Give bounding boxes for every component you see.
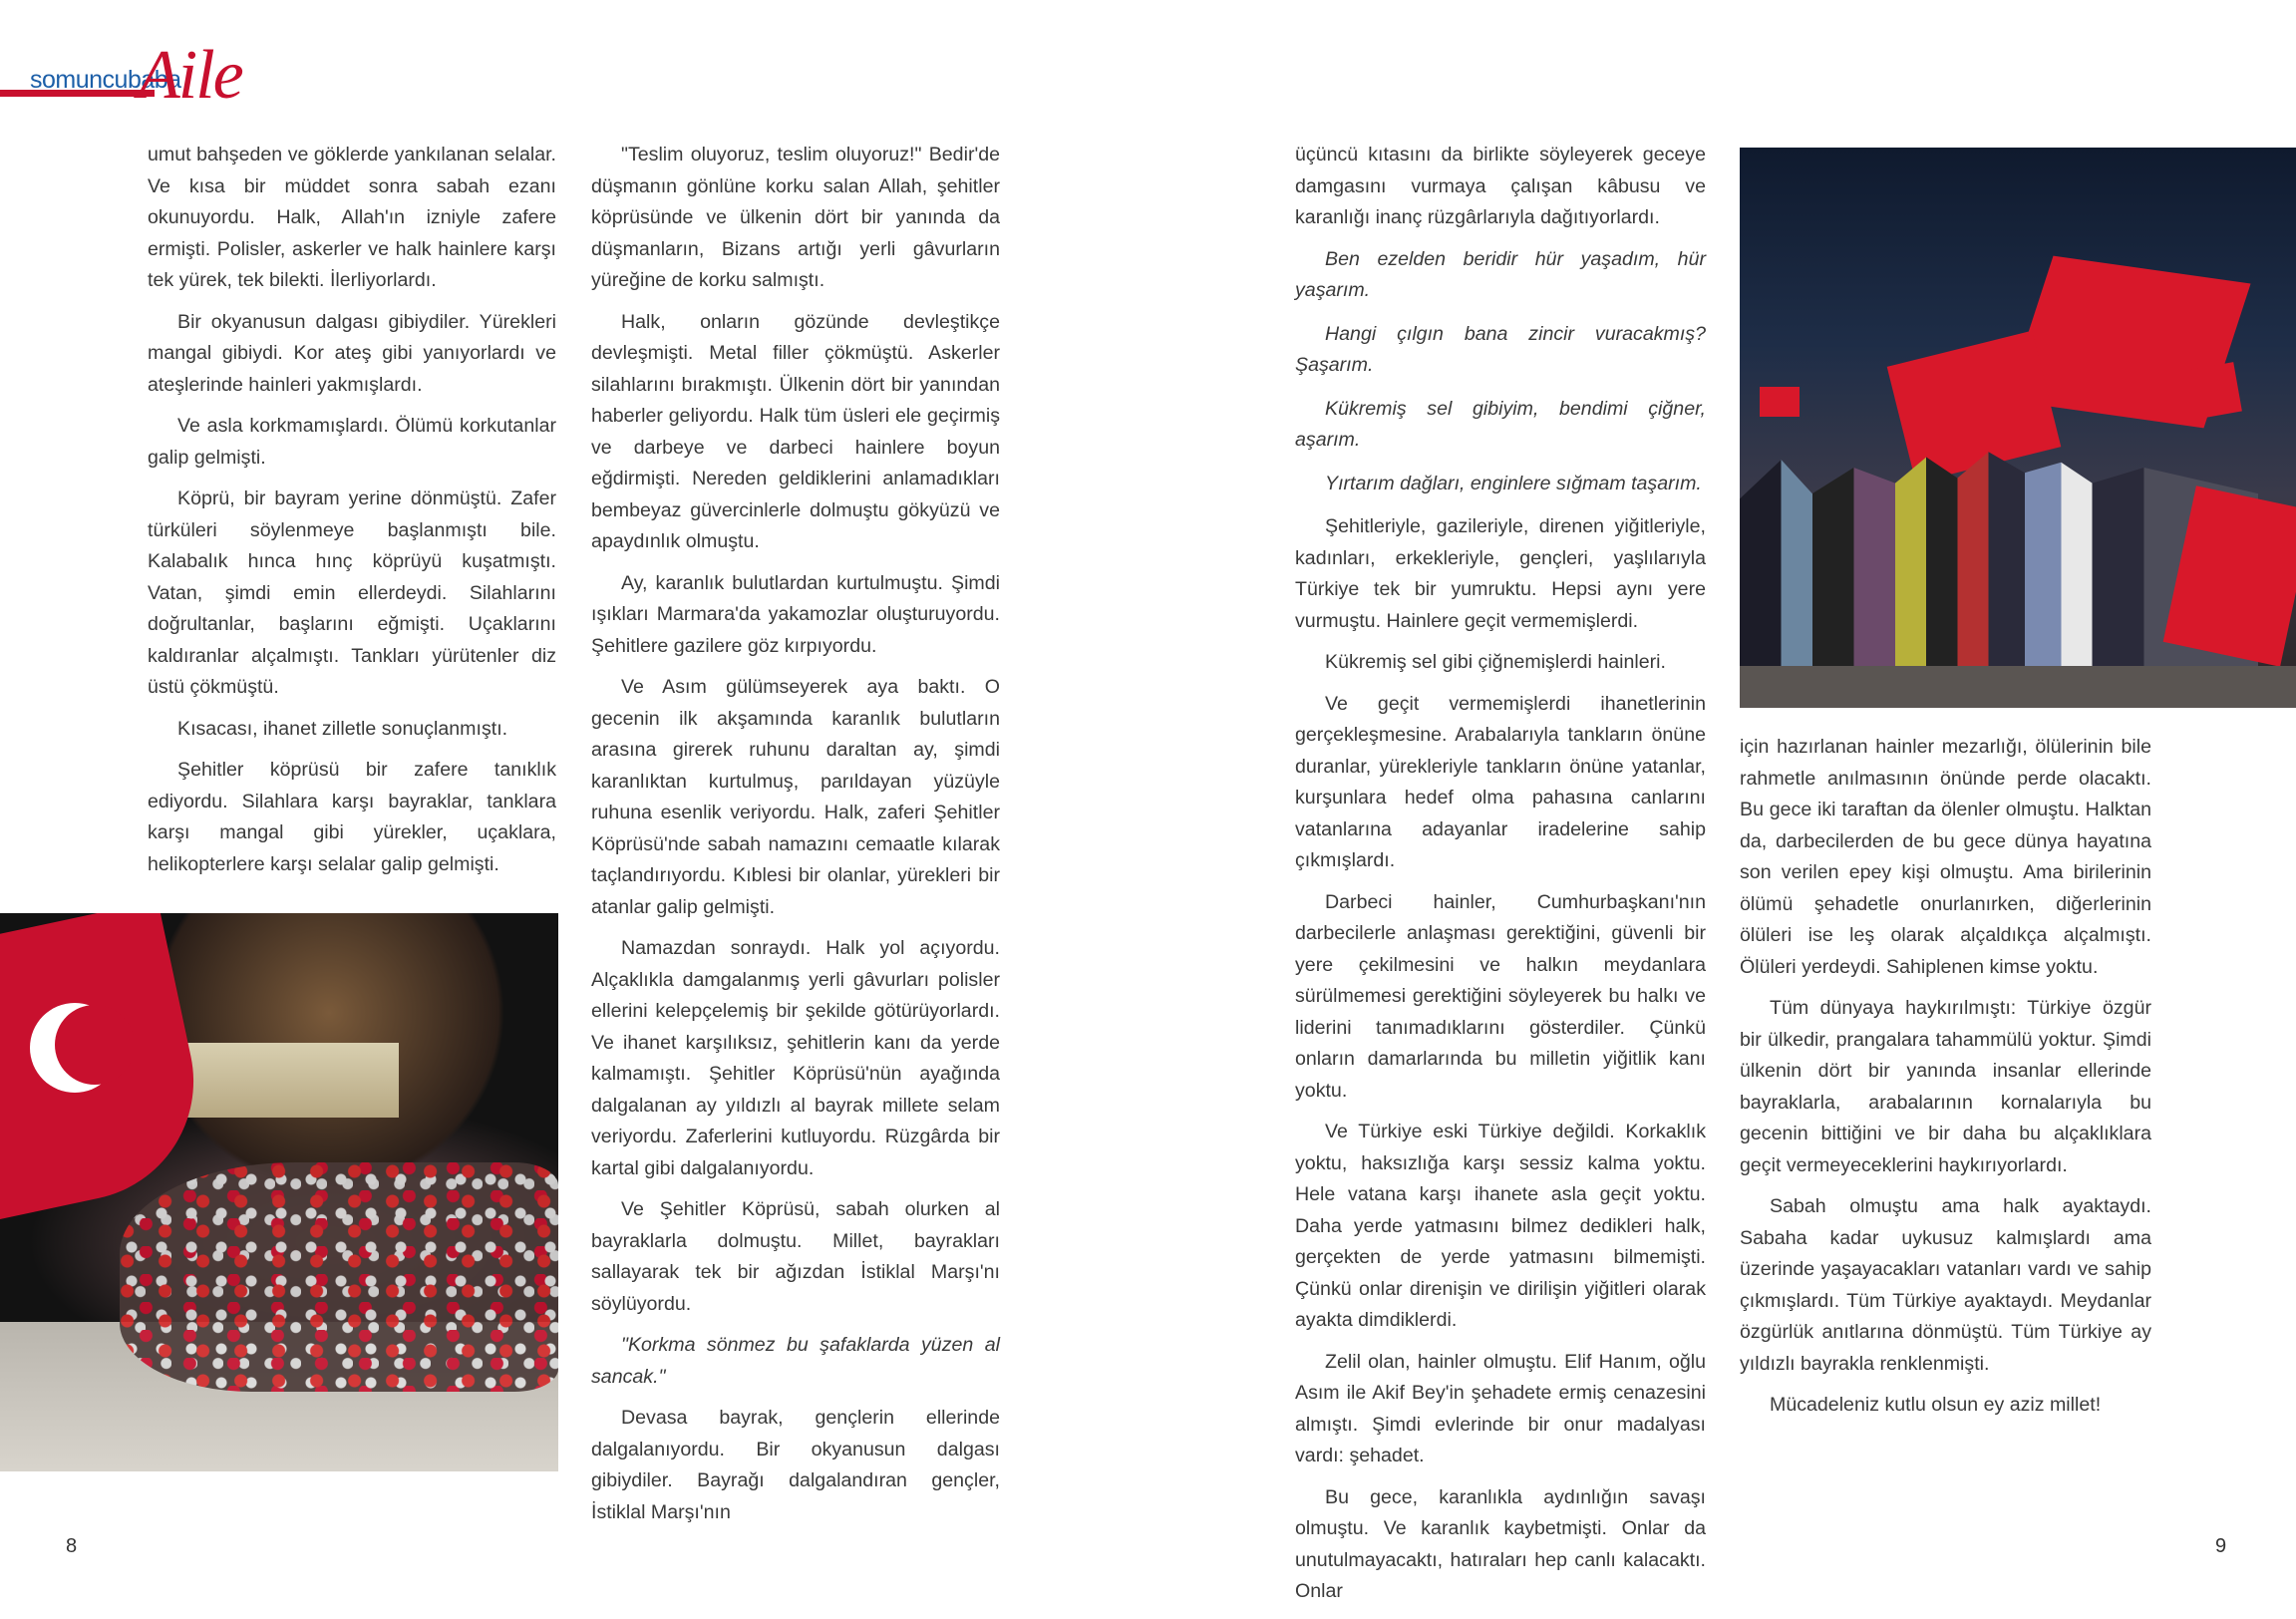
paragraph: umut bahşeden ve göklerde yankılanan selalar. Ve kısa bir müddet sonra sabah ezanı okunuyordu. Halk, Allah'ın izniyle zafere ermişti. Polisler, askerler ve halk hainlere karşı tek yürek, tek bilekti. İlerliyorlardı. xyxy=(148,144,556,291)
paragraph: Darbeci hainler, Cumhurbaşkanı'nın darbecilerle anlaşması gerektiğini, güvenli bir yere çekilmesini ve halkın meydanlara sürülmemesi gerektiğini söyleyerek bu halkı ve liderini tanımadıklarını gösterdiler. Çünkü onların damarlarında bu milletin yiğitlik kanı yoktu. xyxy=(1295,890,1706,1102)
page-number-left: 8 xyxy=(66,1535,78,1557)
turkish-flag xyxy=(1760,387,1800,417)
poem-line: Hangi çılgın bana zincir vuracakmış? Şaşarım. xyxy=(1295,322,1706,376)
paragraph: Sabah olmuştu ama halk ayaktaydı. Sabaha kadar uykusuz kalmışlardı ama üzerinde yaşayacakları vatanları vardı ve sahip çıkmışlardı. Tüm Türkiye ayaktaydı. Meydanlar özgürlük anıtlarına dönmüştü. Tüm Türkiye ay yıldızlı bayrakla renklenmişti. xyxy=(1740,1195,2151,1375)
paragraph: Ve Asım gülümseyerek aya baktı. O gecenin ilk akşamında karanlık bulutların arasına girerek ruhunu daraltan ay, şimdi karanlıktan kurtulmuş, parıldayan yüzüyle ruhuna esenlik veriyordu. Halk, zaferi Şehitler Köprüsü'nde sabah namazını cemaatle kılarak taçlandırıyordu. Kıblesi bir olanlar, yürekleri bir atanlar galip gelmişti. xyxy=(591,676,1000,918)
paragraph: Şehitler köprüsü bir zafere tanıklık ediyordu. Silahlara karşı bayraklar, tanklara karşı mangal gibi yürekler, uçaklara, helikopterlere karşı selalar galip gelmişti. xyxy=(148,759,556,875)
photo-crowd xyxy=(120,1162,558,1392)
paragraph: üçüncü kıtasını da birlikte söyleyerek geceye damgasını vurmaya çalışan kâbusu ve karanlığı inanç rüzgârlarıyla dağıtıyorlardı. xyxy=(1295,144,1706,228)
paragraph: Şehitleriyle, gazileriyle, direnen yiğitleriyle, kadınları, erkekleriyle, gençleri, yaşlılarıyla Türkiye tek bir yumruktu. Hepsi aynı yere vurmuştu. Hainlere geçit vermemişlerdi. xyxy=(1295,515,1706,632)
paragraph: Bir okyanusun dalgası gibiydiler. Yürekleri mangal gibiydi. Kor ateş gibi yanıyorlardı ve ateşlerinde hainleri yakmışlardı. xyxy=(148,310,556,396)
page-number-right: 9 xyxy=(2215,1535,2227,1557)
photo-night-square-crowd xyxy=(0,913,558,1471)
masthead xyxy=(0,37,249,114)
paragraph: Mücadeleniz kutlu olsun ey aziz millet! xyxy=(1770,1394,2102,1416)
masthead-brand: somuncubaba xyxy=(30,66,181,94)
paragraph: için hazırlanan hainler mezarlığı, ölülerinin bile rahmetle anılmasının önünde perde olacaktı. Bu gece iki taraftan da ölenler olmuştu. Halktan da, darbecilerden de bu gece dünya hayatına son verilen epey kişi olmuştu. Ama birilerinin ölümü şehadetle onurlanırken, diğerlerinin ölüleri ise leş olarak alçaldıkça alçalmıştı. Ölüleri yerdeydi. Sahiplenen kimse yoktu. xyxy=(1740,736,2151,978)
paragraph: Ve geçit vermemişlerdi ihanetlerinin gerçekleşmesine. Arabalarıyla tankların önüne duranlar, yürekleriyle tankların önüne yatanlar, kurşunlara hedef olma pahasına canlarını vatanlarına adayanlar iradelerine sahip çıkmışlardı. xyxy=(1295,692,1706,871)
paragraph: Ve asla korkmamışlardı. Ölümü korkutanlar galip gelmişti. xyxy=(148,415,556,469)
paragraph: Kısacası, ihanet zilletle sonuçlanmıştı. xyxy=(177,717,508,740)
column-1 xyxy=(148,140,556,890)
turkish-flag xyxy=(2174,362,2242,422)
quote-paragraph: "Korkma sönmez bu şafaklarda yüzen al sancak." xyxy=(591,1334,1000,1388)
column-3 xyxy=(1295,140,1706,1618)
paragraph: Bu gece, karanlıkla aydınlığın savaşı olmuştu. Ve karanlık kaybetmişti. Onlar da unutulmayacaktı, hatıraları hep canlı kalacaktı. Onlar xyxy=(1295,1485,1706,1602)
paragraph: Zelil olan, hainler olmuştu. Elif Hanım, oğlu Asım ile Akif Bey'in şehadete ermiş cenazesini almıştı. Şimdi evlerinde bir onur madalyası vardı: şehadet. xyxy=(1295,1350,1706,1466)
paragraph: Köprü, bir bayram yerine dönmüştü. Zafer türküleri söylenmeye başlanmıştı bile. Kalabalık hınca hınç köprüyü kuşatmıştı. Vatan, şimdi emin ellerdeydi. Silahlarını doğrultanlar, başlarını eğmişti. Uçaklarını kaldıranlar alçalmıştı. Tankları yürütenler diz üstü çökmüştü. xyxy=(148,487,556,698)
poem-line: Yırtarım dağları, enginlere sığmam taşarım. xyxy=(1325,472,1702,494)
paragraph: Ay, karanlık bulutlardan kurtulmuştu. Şimdi ışıkları Marmara'da yakamozlar oluşturuyordu. Şehitlere gazilere göz kırpıyordu. xyxy=(591,571,1000,657)
photo-women-with-flags xyxy=(1740,148,2296,708)
paragraph: Tüm dünyaya haykırılmıştı: Türkiye özgür bir ülkedir, prangalara tahammülü yoktur. Şimdi ülkenin dört bir yanında insanlar ellerinde bayraklarla, arabalarının kornalarıyla bu gecenin bittiğini ve bir daha bu alçaklıklara geçit vermeyeceklerini haykırıyorlardı. xyxy=(1740,997,2151,1176)
flag-crescent-cutout xyxy=(55,1005,135,1085)
paragraph: Halk, onların gözünde devleştikçe devleşmişti. Metal filler çökmüştü. Askerler silahlarını bırakmıştı. Ülkenin dört bir yanından haberler geliyordu. Halk tüm üsleri ele geçirmiş ve darbeye ve darbeci hainlere boyun eğdirmişti. Nereden geldiklerini anlamadıkları bembeyaz güvercinlerle dolmuştu gökyüzü ve apaydınlık olmuştu. xyxy=(591,310,1000,552)
column-4 xyxy=(1740,732,2151,1432)
paragraph: Devasa bayrak, gençlerin ellerinde dalgalanıyordu. Bir okyanusun dalgası gibiydiler. Bayrağı dalgalandıran gençler, İstiklal Marşı'nın xyxy=(591,1407,1000,1523)
paragraph: Namazdan sonraydı. Halk yol açıyordu. Alçaklıkla damgalanmış yerli gâvurları polisler ellerini kelepçelemiş bir şekilde götürüyorlardı. Ve ihanet karşılıksız, şehitlerin kanı da yerde kalmamıştı. Şehitler Köprüsü'nün ayağında dalgalanan ay yıldızlı al bayrak millete selam veriyordu. Zaferlerini kutluyordu. Rüzgârda bir kartal gibi dalgalanıyordu. xyxy=(591,937,1000,1179)
paragraph: "Teslim oluyoruz, teslim oluyoruz!" Bedir'de düşmanın gönlüne korku salan Allah, şehitler köprüsünde ve ülkenin dört bir yanında da düşmanların, Bizans artığı yerli gâvurların yüreğine de korku salmıştı. xyxy=(591,144,1000,291)
masthead-section: Aile xyxy=(138,37,242,114)
poem-line: Ben ezelden beridir hür yaşadım, hür yaşarım. xyxy=(1295,247,1706,301)
paragraph: Ve Şehitler Köprüsü, sabah olurken al bayraklarla dolmuştu. Millet, bayrakları sallayarak tek bir ağızdan İstiklal Marşı'nı söylüyordu. xyxy=(591,1198,1000,1315)
column-2 xyxy=(591,140,1000,1538)
turkish-flag xyxy=(1887,331,2062,484)
paragraph: Kükremiş sel gibi çiğnemişlerdi hainleri. xyxy=(1325,651,1666,673)
poem-line: Kükremiş sel gibiyim, bendimi çiğner, aşarım. xyxy=(1295,397,1706,451)
paragraph: Ve Türkiye eski Türkiye değildi. Korkaklık yoktu, haksızlığa karşı sessiz kalma yoktu. Hele vatana karşı ihanete asla geçit yoktu. Daha yerde yatmasını bilmez dedikleri halk, gerçekten de yerde yatmasını bilmemişti. Çünkü onlar direnişin ve dirilişin yiğitleri olarak ayakta dimdiklerdi. xyxy=(1295,1121,1706,1331)
photo-floor xyxy=(1740,666,2296,708)
